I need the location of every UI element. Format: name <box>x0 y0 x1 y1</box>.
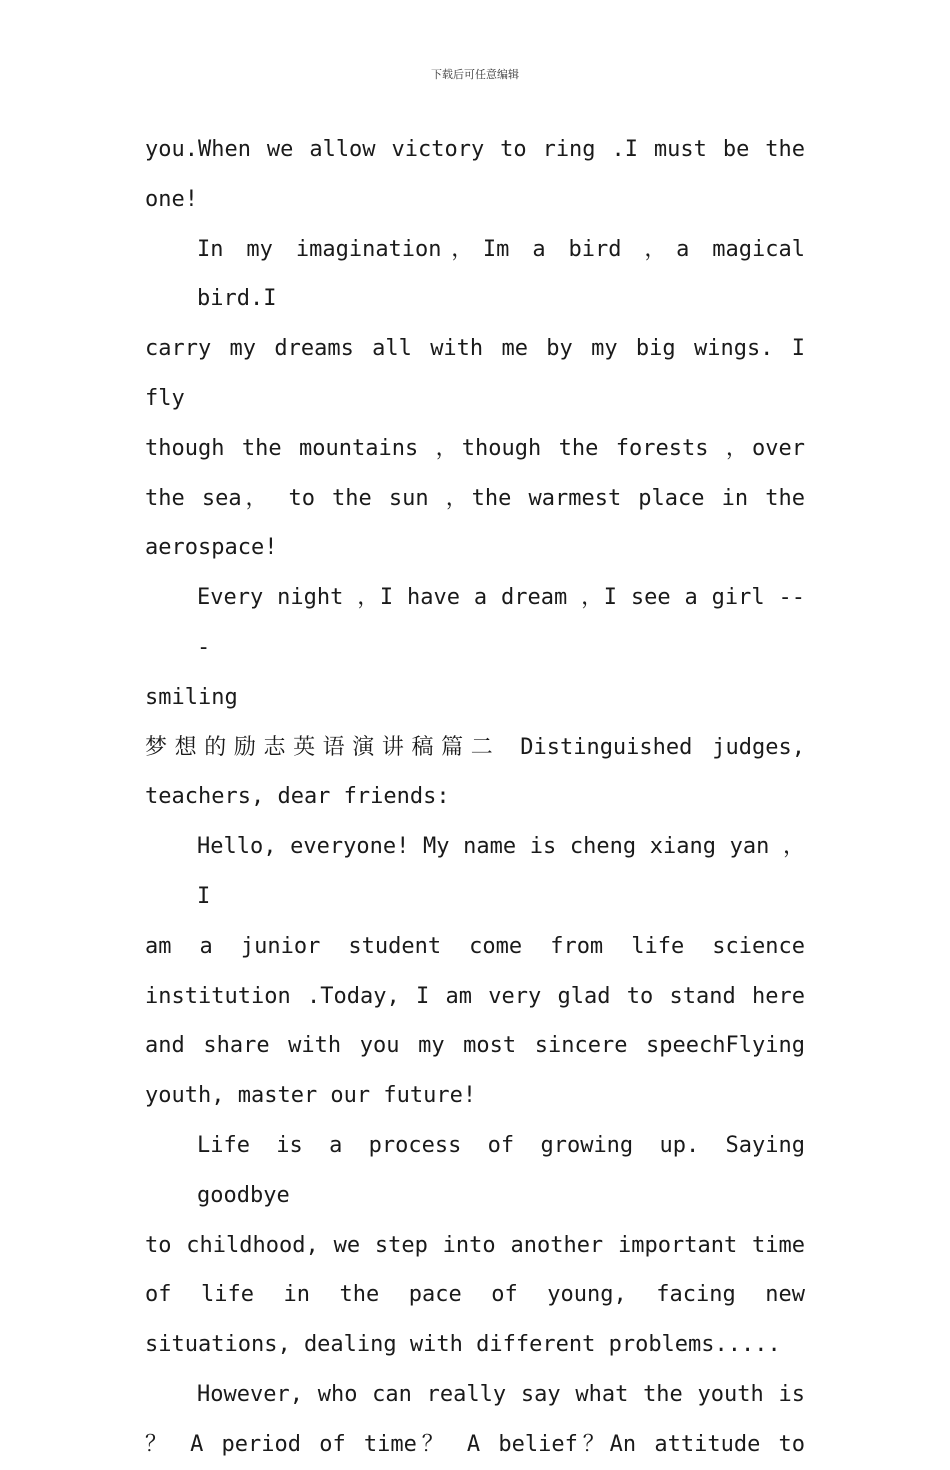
page-header-note: 下载后可任意编辑 <box>431 68 519 81</box>
section-heading: 梦想的励志英语演讲稿篇二 <box>145 734 501 760</box>
text-line: aerospace! <box>145 535 278 561</box>
text-line: and share with you my most sincere speechFlying <box>145 1033 805 1059</box>
text-line: Hello, everyone! My name is cheng xiang yan ，I <box>197 834 805 909</box>
text-line: though the mountains ，though the forests ，over <box>145 435 805 461</box>
text-line: In my imagination，Im a bird ，a magical bird.I <box>197 236 805 312</box>
text-line: Every night ，I have a dream ，I see a girl --- <box>197 585 805 660</box>
text-line: am a junior student come from life science <box>145 933 805 959</box>
text-line: youth, master our future! <box>145 1083 477 1109</box>
document-body <box>145 125 805 1470</box>
paragraph-life-process <box>145 1121 805 1370</box>
paragraph-continuation <box>145 125 805 225</box>
text-line: you.When we allow victory to ring .I must be the <box>145 137 805 162</box>
text-line: However, who can really say what the youth is <box>197 1381 805 1407</box>
text-fragment: Distinguished judges, <box>520 734 805 760</box>
paragraph-section-two <box>145 723 805 823</box>
text-line: one! <box>145 186 198 212</box>
paragraph-imagination <box>145 225 805 574</box>
paragraph-hello <box>145 822 805 1121</box>
text-line: carry my dreams all with me by my big wings. I fly <box>145 336 805 411</box>
paragraph-however <box>145 1370 805 1470</box>
text-line: smiling <box>145 684 238 710</box>
text-line: teachers, dear friends: <box>145 784 450 810</box>
text-line: the sea， to the sun ，the warmest place in the <box>145 485 805 511</box>
text-line: Life is a process of growing up. Saying goodbye <box>197 1132 805 1208</box>
paragraph-every-night <box>145 573 805 722</box>
text-line: situations, dealing with different problems..... <box>145 1332 781 1358</box>
text-line: to childhood, we step into another important time <box>145 1232 805 1258</box>
text-line: of life in the pace of young, facing new <box>145 1282 805 1308</box>
text-line <box>145 723 805 773</box>
text-line: ？ A period of time？ A belief？An attitude to <box>145 1431 805 1457</box>
text-line: institution .Today, I am very glad to stand here <box>145 983 805 1009</box>
